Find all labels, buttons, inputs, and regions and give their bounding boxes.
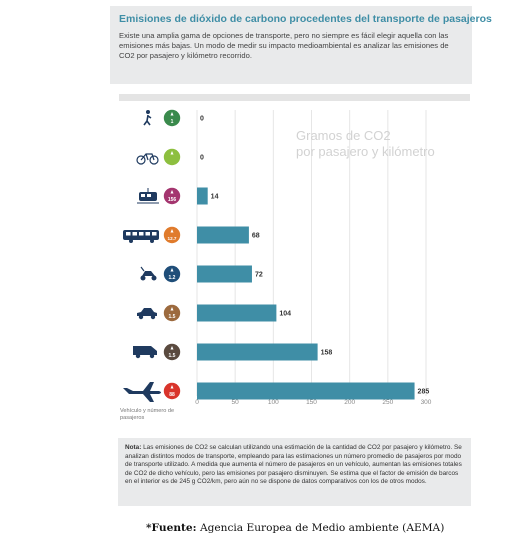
bar-value-label: 0 bbox=[200, 154, 204, 162]
passenger-count: 12.7 bbox=[167, 236, 177, 241]
bar bbox=[197, 266, 252, 283]
van-icon bbox=[133, 346, 157, 358]
bar bbox=[197, 227, 249, 244]
x-tick-label: 0 bbox=[195, 399, 199, 406]
note-body: Las emisiones de CO2 se calculan utilizando una estimación de la cantidad de CO2 por pasajero y kilómetro. Se analizan distintos modos de transporte, empleando para las estimaciones un número promedio de pasajeros por modo de transporte utilizado. A medida que aumenta el número de pasajeros en un vehículo, aumentan las emisiones totales de CO2 de dicho vehículo, pero las emisiones por pasajero disminuyen. Se estima que el factor de emisión de barcos en el interior es de 245 g CO2/km, pero aún no se dispone de datos comparativos con los de otros modos. bbox=[125, 444, 462, 486]
bar-value-label: 0 bbox=[200, 115, 204, 123]
passenger-count: 88 bbox=[169, 392, 175, 398]
bar bbox=[197, 305, 276, 322]
chart-watermark-title-line2: por pasajero y kilómetro bbox=[296, 144, 435, 159]
chart-area bbox=[110, 94, 470, 434]
bar-value-label: 14 bbox=[210, 193, 219, 201]
chart-title: Emisiones de dióxido de carbono procedentes del transporte de pasajeros bbox=[119, 13, 492, 25]
passenger-count: 1.5 bbox=[168, 353, 176, 359]
x-axis-label-line2: pasajeros bbox=[120, 415, 145, 421]
passenger-count: 1.2 bbox=[168, 275, 176, 281]
bar-value-label: 68 bbox=[251, 232, 260, 240]
pedestrian-icon bbox=[144, 110, 151, 125]
bar-value-label: 285 bbox=[417, 388, 430, 396]
source-label: *Fuente: bbox=[146, 522, 197, 534]
note-paragraph bbox=[125, 444, 465, 487]
scooter-icon bbox=[141, 267, 157, 281]
bar-chart bbox=[110, 94, 470, 434]
bicycle-icon bbox=[137, 154, 158, 164]
bar bbox=[197, 344, 318, 361]
note-label: Nota: bbox=[125, 444, 142, 451]
x-tick-label: 300 bbox=[420, 399, 432, 406]
bus-icon bbox=[123, 230, 159, 243]
car-icon bbox=[137, 308, 157, 319]
bar bbox=[197, 188, 208, 205]
passenger-count: 1.5 bbox=[168, 314, 176, 320]
x-tick-label: 100 bbox=[267, 399, 279, 406]
bar-value-label: 104 bbox=[279, 310, 292, 318]
passenger-count: 1 bbox=[170, 119, 174, 125]
bar-value-label: 158 bbox=[320, 349, 333, 357]
passenger-count: 156 bbox=[167, 197, 177, 203]
x-axis-label-line1: Vehículo y número de bbox=[120, 408, 175, 414]
x-tick-label: 200 bbox=[344, 399, 356, 406]
top-divider bbox=[119, 94, 470, 101]
chart-description: Existe una amplia gama de opciones de transporte, pero no siempre es fácil elegir aquella con las emisiones más bajas. Un modo de medir su impacto medioambiental es analizar las emisiones de CO2 por pasajero y kilómetro recorrido. bbox=[119, 31, 449, 60]
bar bbox=[197, 383, 415, 400]
x-tick-label: 250 bbox=[382, 399, 394, 406]
chart-watermark-title-line1: Gramos de CO2 bbox=[296, 128, 391, 143]
x-tick-label: 50 bbox=[231, 399, 239, 406]
x-tick-label: 150 bbox=[306, 399, 317, 406]
train-icon bbox=[137, 188, 159, 203]
bar-value-label: 72 bbox=[254, 271, 263, 279]
source-line bbox=[146, 522, 506, 534]
source-text: Agencia Europea de Medio ambiente (AEMA) bbox=[199, 522, 445, 534]
airplane-icon bbox=[123, 382, 161, 402]
